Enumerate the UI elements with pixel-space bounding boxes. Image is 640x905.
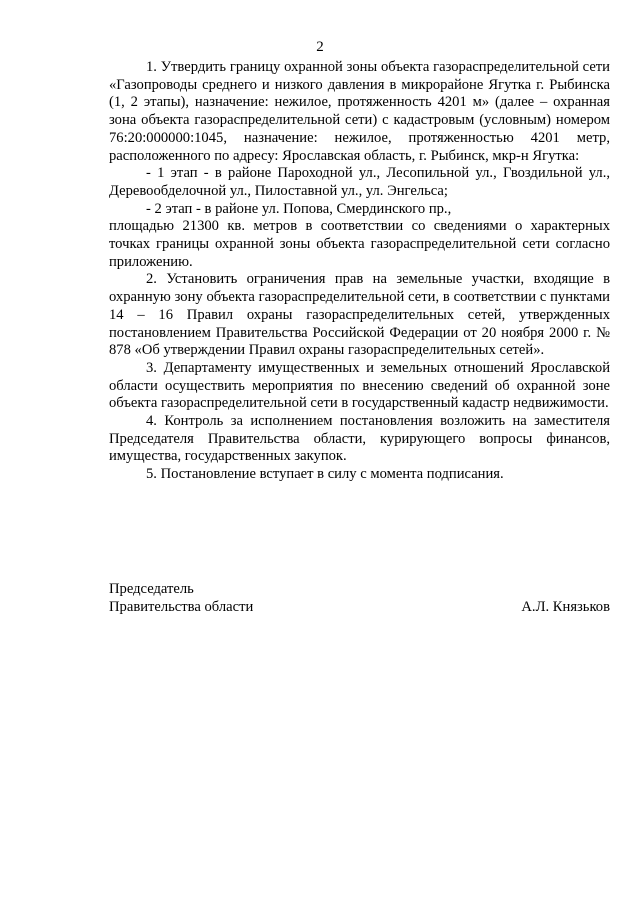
document-body xyxy=(109,59,610,484)
paragraph-2-restrictions: 2. Установить ограничения прав на земельные участки, входящие в охранную зону объекта газораспределительной сети, в соответствии с пунктами 14 – 16 Правил охраны газораспределительных сетей, утвержденных постановлением Правительства Российской Федерации от 20 ноября 2000 г. № 878 «Об утверждении Правил охраны газораспределительных сетей». xyxy=(109,271,610,359)
paragraph-1-boundary-approval: 1. Утвердить границу охранной зоны объекта газораспределительной сети «Газопроводы среднего и низкого давления в микрорайоне Ягутка г. Рыбинска (1, 2 этапы), назначение: нежилое, протяженность 4201 м» (далее – охранная зона объекта газораспределительной сети) с кадастровым (условным) номером 76:20:000000:1045, назначение: нежилое, протяженностью 4201 метр, расположенного по адресу: Ярославская область, г. Рыбинск, мкр-н Ягутка: xyxy=(109,59,610,164)
page-number: 2 xyxy=(316,39,324,55)
paragraph-stage-1: - 1 этап - в районе Пароходной ул., Лесопильной ул., Гвоздильной ул., Деревообделочной ул., Пилоставной ул., ул. Энгельса; xyxy=(109,165,610,199)
signature-row xyxy=(109,599,610,617)
paragraph-4-control: 4. Контроль за исполнением постановления возложить на заместителя Председателя Правительства области, курирующего вопросы финансов, имущества, государственных закупок. xyxy=(109,413,610,465)
paragraph-stage-2: - 2 этап - в районе ул. Попова, Смердинского пр., xyxy=(146,200,452,217)
signatory-name: А.Л. Князьков xyxy=(521,598,610,615)
paragraph-5-effective: 5. Постановление вступает в силу с момента подписания. xyxy=(146,466,504,483)
signatory-title-line2: Правительства области xyxy=(109,598,254,615)
paragraph-area: площадью 21300 кв. метров в соответствии со сведениями о характерных точках границы охранной зоны объекта газораспределительной сети согласно приложению. xyxy=(109,218,610,270)
paragraph-3-department: 3. Департаменту имущественных и земельных отношений Ярославской области осуществить мероприятия по внесению сведений об охранной зоне объекта газораспределительной сети в государственный кадастр недвижимости. xyxy=(109,359,610,412)
signatory-title-line1: Председатель xyxy=(109,581,194,597)
signature-block xyxy=(109,581,610,616)
